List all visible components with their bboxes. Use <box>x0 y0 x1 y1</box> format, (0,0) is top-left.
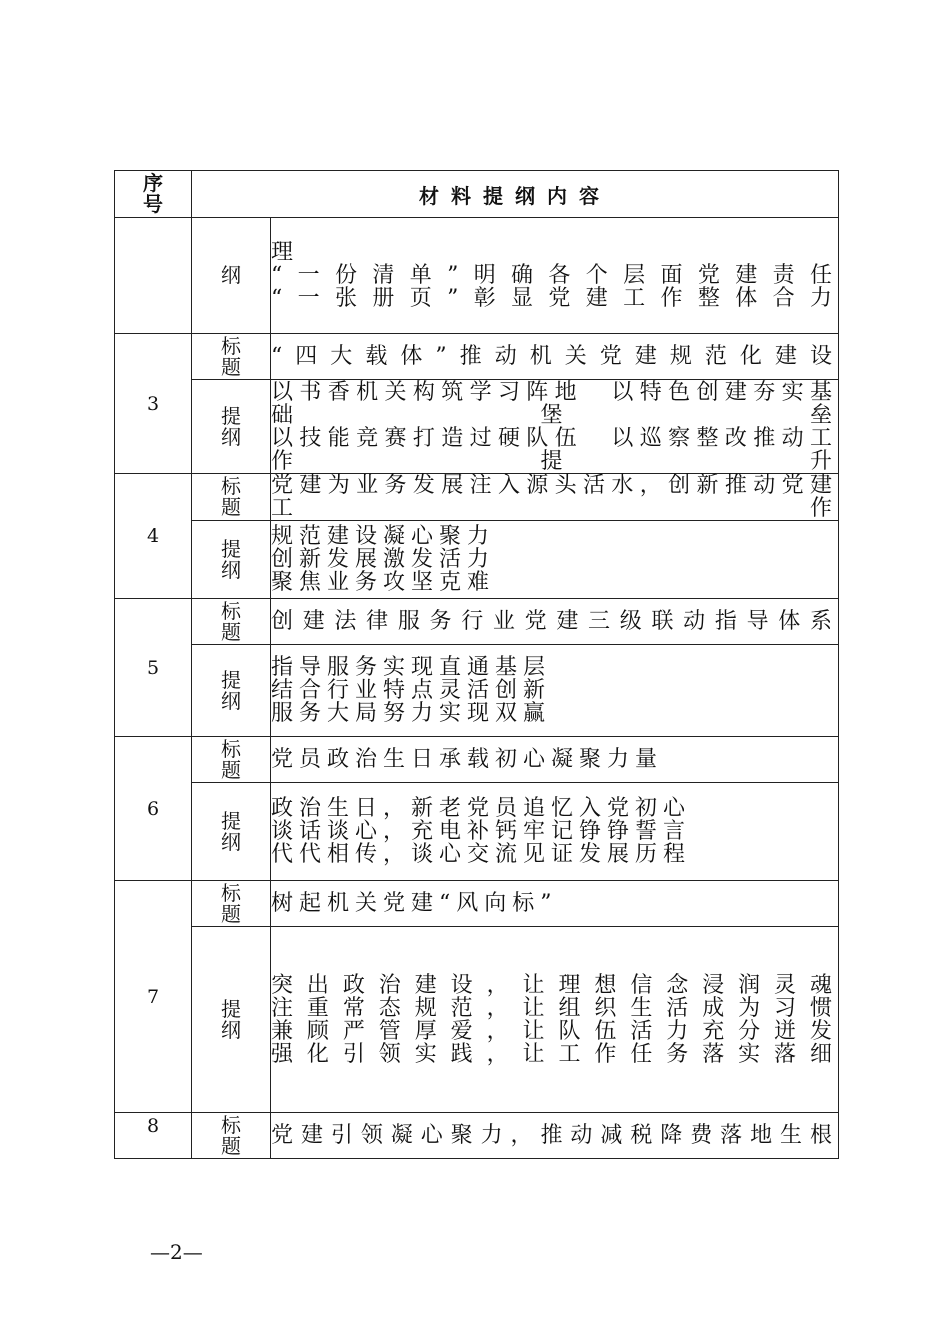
content-line: 规范建设凝心聚力 <box>271 524 496 549</box>
serial-cell: 5 <box>115 599 192 737</box>
content-cell <box>271 881 839 927</box>
serial-cell: 3 <box>115 334 192 474</box>
content-line: 聚焦业务攻坚克难 <box>271 570 496 595</box>
table-header-row <box>115 171 839 218</box>
outline-table <box>114 170 839 1159</box>
content-line: 突出政治建设，让理想信念浸润灵魂 <box>271 972 838 998</box>
content-cell <box>271 380 839 474</box>
table-row <box>115 334 839 380</box>
label-cell <box>192 474 271 521</box>
label-char: 题 <box>221 901 241 926</box>
content-line: 强化引领实践，让工作任务落实落细 <box>271 1041 838 1067</box>
table-row <box>115 645 839 737</box>
content-line: 政治生日，新老党员追忆入党初心 <box>271 796 692 821</box>
content-line: 服务大局努力实现双赢 <box>271 701 552 726</box>
serial-cell: 4 <box>115 474 192 599</box>
label-cell <box>192 521 271 599</box>
content-cell <box>271 783 839 881</box>
label-char: 提 <box>221 996 241 1021</box>
content-cell <box>271 737 839 783</box>
label-char: 题 <box>221 1133 241 1158</box>
table-row <box>115 927 839 1113</box>
content-cell <box>271 599 839 645</box>
content-cell <box>271 1113 839 1159</box>
table-row <box>115 474 839 521</box>
table-row <box>115 521 839 599</box>
label-char: 纲 <box>221 1017 241 1042</box>
serial-cell: 6 <box>115 737 192 881</box>
content-line: 党建为业务发展注入源头活水，创新推动党建工作 <box>271 473 838 521</box>
label-char: 纲 <box>221 829 241 854</box>
table-row <box>115 783 839 881</box>
label-cell <box>192 218 271 334</box>
content-cell <box>271 927 839 1113</box>
table-row <box>115 380 839 474</box>
label-char: 题 <box>221 354 241 379</box>
label-char: 标 <box>221 333 241 358</box>
content-cell <box>271 218 839 334</box>
label-cell <box>192 737 271 783</box>
label-char: 题 <box>221 495 241 519</box>
label-char: 提 <box>221 403 241 428</box>
content-line: 党员政治生日承载初心凝聚力量 <box>271 747 664 772</box>
page-number: —2— <box>150 1240 203 1264</box>
table-row <box>115 881 839 927</box>
serial-cell <box>115 218 192 334</box>
label-cell <box>192 334 271 380</box>
table-row <box>115 218 839 334</box>
header-serial-char-2: 号 <box>143 192 163 216</box>
label-char: 提 <box>221 667 241 692</box>
content-line: 注重常态规范，让组织生活成为习惯 <box>271 995 838 1021</box>
label-cell <box>192 1113 271 1159</box>
label-char: 纲 <box>221 557 241 582</box>
content-cell <box>271 474 839 521</box>
content-line: “一张册页”彰显党建工作整体合力 <box>271 286 838 311</box>
label-char: 纲 <box>221 424 241 449</box>
content-line: 创新发展激发活力 <box>271 547 496 572</box>
content-line: 理 <box>271 240 300 265</box>
content-cell <box>271 645 839 737</box>
content-line: 指导服务实现直通基层 <box>271 655 552 680</box>
label-cell <box>192 599 271 645</box>
table-row <box>115 599 839 645</box>
content-line: 创建法律服务行业党建三级联动指导体系 <box>271 609 838 634</box>
table-row <box>115 737 839 783</box>
label-char: 题 <box>221 619 241 644</box>
label-cell <box>192 783 271 881</box>
content-line: 党建引领凝心聚力，推动减税降费落地生根 <box>271 1123 838 1148</box>
content-line: 兼顾严管厚爱，让队伍活力充分迸发 <box>271 1018 838 1044</box>
serial-cell: 8 <box>115 1113 192 1159</box>
content-line: “四大载体”推动机关党建规范化建设 <box>271 344 838 369</box>
serial-cell: 7 <box>115 881 192 1113</box>
label-char: 标 <box>221 1112 241 1137</box>
label-char: 题 <box>221 757 241 782</box>
content-line: 结合行业特点灵活创新 <box>271 678 552 703</box>
label-cell <box>192 927 271 1113</box>
label-char: 提 <box>221 536 241 561</box>
label-cell <box>192 645 271 737</box>
label-char: 纲 <box>221 688 241 713</box>
table-row <box>115 1113 839 1159</box>
content-line: 代代相传，谈心交流见证发展历程 <box>271 842 692 867</box>
content-line: 以书香机关构筑学习阵地 以特色创建夯实基础堡垒 <box>271 379 838 428</box>
label-char: 纲 <box>221 263 241 287</box>
header-content: 材料提纲内容 <box>192 171 839 218</box>
label-cell <box>192 380 271 474</box>
content-cell <box>271 334 839 380</box>
label-char: 标 <box>221 474 241 498</box>
label-char: 标 <box>221 736 241 761</box>
label-cell <box>192 881 271 927</box>
header-serial-number <box>115 171 192 218</box>
content-line: 谈话谈心，充电补钙牢记铮铮誓言 <box>271 819 692 844</box>
content-line: 树起机关党建“风向标” <box>271 891 558 916</box>
label-char: 标 <box>221 880 241 905</box>
label-char: 提 <box>221 808 241 833</box>
header-serial-char-1: 序 <box>143 171 163 195</box>
content-line: 以技能竞赛打造过硬队伍 以巡察整改推动工作提升 <box>271 425 838 474</box>
content-cell <box>271 521 839 599</box>
label-char: 标 <box>221 598 241 623</box>
content-line: “一份清单”明确各个层面党建责任 <box>271 263 838 288</box>
